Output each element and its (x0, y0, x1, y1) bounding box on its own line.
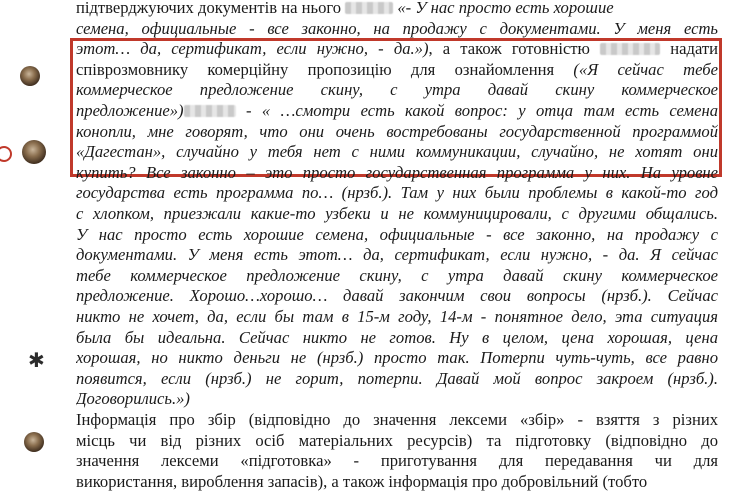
text-segment: Договорились.») (76, 389, 190, 409)
text-segment: співрозмовнику комерційну пропозицію для ознайомлення (76, 59, 574, 79)
text-line (76, 369, 718, 389)
text-line (76, 101, 718, 121)
text-line (76, 39, 718, 59)
text-line (76, 19, 718, 39)
text-segment: с хлопком, приезжали какие-то узбеки и не коммуницировали, с другими общались. (76, 204, 718, 223)
text-segment: коммерческое предложение скину, с утра давай скину коммерческое (76, 80, 718, 100)
text-segment: «Дагестан», случайно у тебя нет с ними коммуникации, случайно, не хотят они (76, 142, 718, 162)
text-line (76, 80, 718, 100)
text-line (76, 245, 718, 265)
text-line (76, 266, 718, 286)
text-line (76, 286, 718, 306)
text-line (76, 431, 718, 451)
text-segment: значення лексеми «підготовка» - приготування для передавання чи для (76, 451, 718, 471)
text-segment: никто не хочет, да, если бы там в 15-м году, 14-м - понятное дело, эта ситуация (76, 307, 718, 326)
text-line (76, 328, 718, 348)
text-segment: документами. У меня есть этот… да, сертификат, если нужно, - да. Я сейчас (76, 245, 718, 265)
text-segment: Інформація про збір (відповідно до значення лексеми «збір» - взяття з різних (76, 410, 718, 429)
text-segment: підтверджуючих документів на нього (76, 0, 346, 17)
text-segment: семена, официальные - все законно, на продажу с документами. У меня есть (76, 18, 718, 38)
text-segment: надати (660, 39, 718, 59)
text-line (76, 0, 718, 18)
text-line (76, 142, 718, 162)
text-line (76, 225, 718, 245)
text-segment: У нас просто есть хорошие семена, официальные - все законно, на продажу с (76, 224, 718, 244)
text-line (76, 163, 718, 183)
text-line (76, 122, 718, 142)
text-segment: купить? Все законно – это просто государственная программа у них. На уровне (76, 162, 718, 182)
text-line (76, 183, 718, 203)
text-segment: місць чи від різних осіб матеріальних ресурсів) та підготовку (відповідно до (76, 430, 718, 450)
redacted-name (345, 2, 393, 14)
text-segment: появится, если (нрзб.) не горит, потерпи. Давай мой вопрос закроем (нрзб.). (76, 368, 718, 388)
text-segment: предложение. Хорошо…хорошо… давай закончим свои вопросы (нрзб.). Сейчас (76, 286, 718, 306)
redacted-name (600, 43, 660, 55)
text-segment: была бы идеальна. Сейчас никто не готов. Ну в целом, цена хорошая, цена (76, 327, 718, 347)
text-segment: предложение») (76, 101, 184, 120)
text-line (76, 451, 718, 471)
text-line (76, 60, 718, 80)
binder-clip-icon: ✱ (28, 348, 45, 372)
redacted-name (184, 105, 236, 117)
text-segment: «- У нас просто есть хорошие (393, 0, 614, 17)
text-segment: («Я сейчас тебе (573, 59, 718, 79)
text-line (76, 472, 718, 492)
binder-hole-1 (20, 66, 40, 86)
text-line (76, 410, 718, 430)
text-segment: тебе коммерческое предложение скину, с утра давай скину коммерческое (76, 265, 718, 285)
text-segment: - « …смотри есть какой вопрос: у отца там есть семена (235, 101, 718, 120)
red-margin-mark (0, 146, 12, 162)
text-line (76, 348, 718, 368)
text-line (76, 204, 718, 224)
text-segment: хорошая, но никто деньги не (нрзб.) просто так. Потерпи чуть-чуть, все равно (76, 348, 718, 368)
text-line (76, 307, 718, 327)
binder-hole-2 (22, 140, 46, 164)
text-segment: , а також готовністю (428, 39, 601, 59)
text-segment: конопли, мне говорят, что они очень востребованы государственной программой (76, 121, 718, 141)
text-line (76, 389, 718, 409)
binder-hole-3 (24, 432, 44, 452)
text-segment: государства есть программа по… (нрзб.). Там у них были проблемы в какой-то год (76, 183, 718, 203)
text-segment: этот… да, сертификат, если нужно, - да.») (76, 39, 429, 59)
text-segment: використання, вироблення запасів), а також інформація про добровільний (тобто (76, 471, 648, 491)
